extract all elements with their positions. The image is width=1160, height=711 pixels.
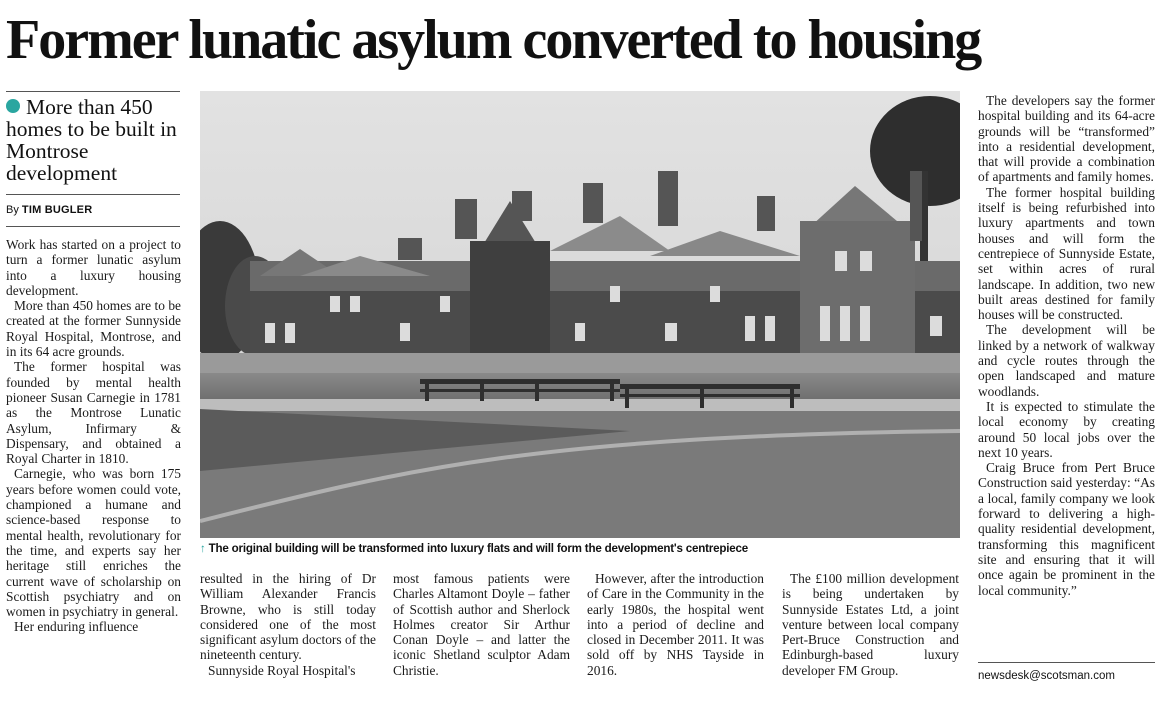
paragraph: Sunnyside Royal Hospital's: [208, 662, 356, 678]
paragraph: However, after the introduction of Care in the Community in the early 1980s, the hospital went into a period of decline and closed in December 2011. It was sold off by NHS Tayside in 2016.: [587, 571, 764, 678]
standfirst: [6, 96, 180, 184]
byline-prefix: By: [6, 204, 19, 216]
divider: [6, 194, 180, 195]
paragraph: Her enduring influence: [14, 619, 139, 635]
divider: [6, 91, 180, 92]
paragraph: Craig Bruce from Pert Bruce Construction said yesterday: “As a local, family company we look forward to delivering a high-quality residential development, transforming this magnificent site and ensuring that it will once again be prominent in the local community.”: [978, 460, 1155, 598]
column-6: [978, 93, 1155, 598]
standfirst-text: More than 450 homes to be built in Montrose development: [6, 95, 177, 185]
arrow-up-icon: ↑: [200, 542, 206, 555]
paragraph: The former hospital building itself is being refurbished into luxury apartments and town houses and will form the centrepiece of Sunnyside Estate, set within acres of rural landscape. In addition, two new built areas destined for family houses will be constructed.: [978, 184, 1155, 323]
paragraph: resulted in the hiring of Dr William Alexander Francis Browne, who is still today considered one of the most significant asylum doctors of the nineteenth century.: [200, 571, 376, 663]
column-5: [782, 571, 959, 678]
paragraph: More than 450 homes are to be created at the former Sunnyside Royal Hospital, Montrose, and in its 64 acre grounds.: [6, 298, 181, 360]
column-3: [393, 571, 570, 678]
paragraph: Carnegie, who was born 175 years before women could vote, championed a humane and science-based response to mental health, revolutionary for the time, and experts say her heritage still enriches the current wave of scholarship on Scottish psychiatry and on women in psychiatry in general.: [6, 466, 181, 620]
hospital-photo: [200, 91, 960, 538]
bullet-dot-icon: [6, 99, 20, 113]
paragraph: most famous patients were Charles Altamont Doyle – father of Scottish author and Sherlock Holmes creator Sir Arthur Conan Doyle – and latter the iconic Shetland sculptor Adam Christie.: [393, 571, 570, 678]
column-2: [200, 571, 376, 678]
contact-email[interactable]: newsdesk@scotsman.com: [978, 670, 1115, 682]
paragraph: The developers say the former hospital building and its 64-acre grounds will be “transformed” into a residential development, that will provide a combination of apartments and family homes.: [978, 93, 1155, 185]
column-4: [587, 571, 764, 678]
caption-text: The original building will be transformed into luxury flats and will form the development's centrepiece: [208, 542, 748, 555]
paragraph: The former hospital was founded by mental health pioneer Susan Carnegie in 1781 as the Montrose Lunatic Asylum, Infirmary & Dispensary, and obtained a Royal Charter in 1810.: [6, 359, 181, 467]
byline: [6, 204, 92, 216]
headline: Former lunatic asylum converted to housing: [6, 9, 981, 71]
divider: [978, 662, 1155, 663]
photo-caption: [200, 542, 960, 555]
paragraph: Work has started on a project to turn a former lunatic asylum into a luxury housing development.: [6, 237, 181, 298]
column-1: [6, 237, 181, 635]
paragraph: It is expected to stimulate the local economy by creating around 50 local jobs over the next 10 years.: [978, 398, 1155, 460]
paragraph: The £100 million development is being undertaken by Sunnyside Estates Ltd, a joint venture between local company Pert-Bruce Construction and Edinburgh-based luxury developer FM Group.: [782, 571, 959, 678]
byline-author: TIM BUGLER: [21, 204, 93, 216]
divider: [6, 226, 180, 227]
paragraph: The development will be linked by a network of walkway and cycle routes through the open landscaped and mature woodlands.: [978, 322, 1155, 399]
